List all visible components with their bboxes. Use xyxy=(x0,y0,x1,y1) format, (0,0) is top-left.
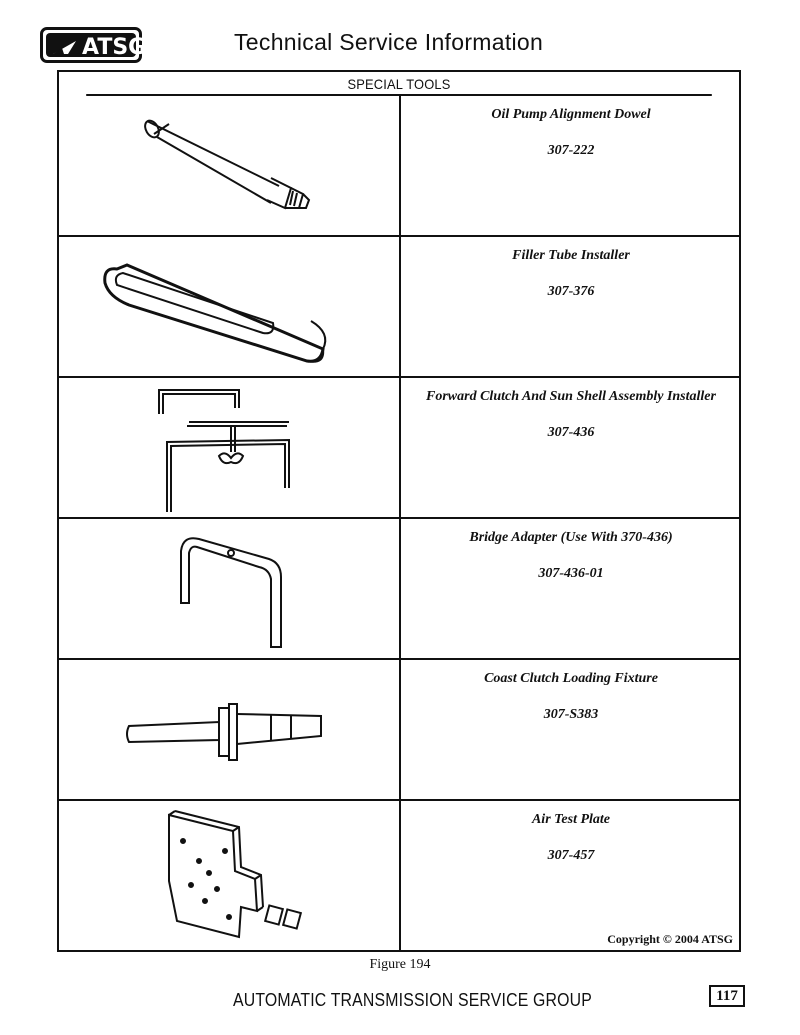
tool-number: 307-376 xyxy=(547,284,595,299)
tool-number: 307-222 xyxy=(547,143,595,158)
table-row xyxy=(59,237,739,378)
alignment-dowel-illustration xyxy=(59,96,401,235)
table-row xyxy=(59,660,739,801)
page-number: 117 xyxy=(709,985,745,1007)
special-tools-table xyxy=(57,70,741,952)
table-row xyxy=(59,801,739,951)
figure-caption: Figure 194 xyxy=(369,957,431,972)
atsg-logo xyxy=(40,27,147,63)
tool-number: 307-436 xyxy=(547,425,595,440)
copyright-notice: Copyright © 2004 ATSG xyxy=(607,932,733,946)
tool-number: 307-S383 xyxy=(543,707,599,722)
table-row xyxy=(59,96,739,237)
tool-number: 307-436-01 xyxy=(538,566,604,581)
table-row xyxy=(59,519,739,660)
bird-emblem-icon xyxy=(52,39,78,57)
tool-name: Forward Clutch And Sun Shell Assembly Installer xyxy=(426,389,716,404)
tool-number: 307-457 xyxy=(547,848,595,863)
tool-name: Oil Pump Alignment Dowel xyxy=(491,107,651,122)
tool-name: Air Test Plate xyxy=(531,812,611,827)
tool-name: Filler Tube Installer xyxy=(512,248,630,263)
table-row xyxy=(59,378,739,519)
page-title: Technical Service Information xyxy=(234,29,544,55)
footer-title: AUTOMATIC TRANSMISSION SERVICE GROUP xyxy=(233,990,592,1010)
clutch-installer-illustration xyxy=(59,378,401,517)
bridge-adapter-illustration xyxy=(59,519,401,658)
loading-fixture-illustration xyxy=(59,660,401,799)
tool-name: Bridge Adapter (Use With 370-436) xyxy=(469,530,673,545)
table-heading: SPECIAL TOOLS xyxy=(86,72,712,96)
filler-tube-installer-illustration xyxy=(59,237,401,376)
logo-text: ATSG xyxy=(82,35,147,60)
tool-name: Coast Clutch Loading Fixture xyxy=(484,671,658,686)
air-test-plate-illustration xyxy=(59,801,401,951)
